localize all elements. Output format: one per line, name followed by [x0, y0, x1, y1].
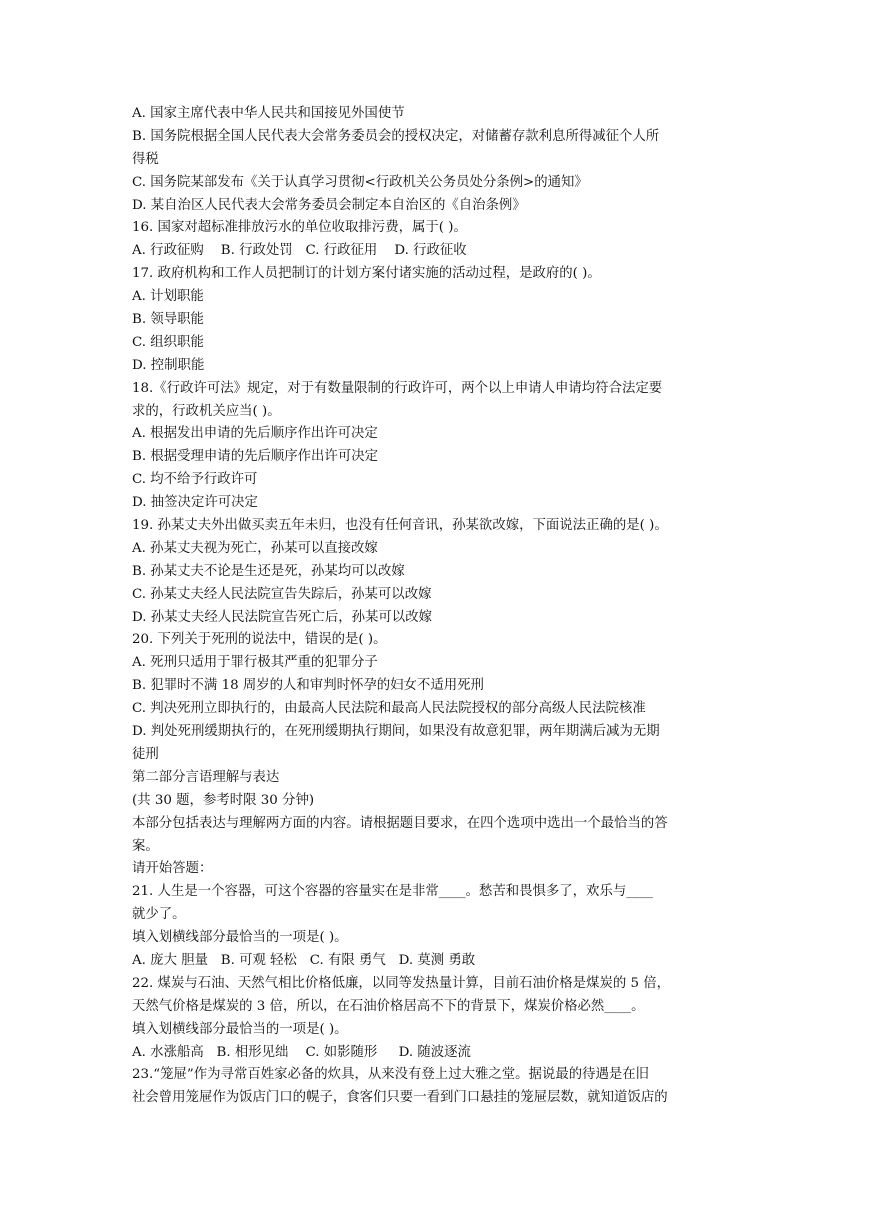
- text-line: A. 孙某丈夫视为死亡，孙某可以直接改嫁: [132, 540, 378, 556]
- text-line: 22. 煤炭与石油、天然气相比价格低廉，以同等发热量计算，目前石油价格是煤炭的 5 倍，: [132, 975, 671, 991]
- text-line: C. 孙某丈夫经人民法院宣告失踪后，孙某可以改嫁: [132, 586, 432, 602]
- text-line: 求的，行政机关应当( )。: [132, 403, 281, 419]
- text-line: 天然气价格是煤炭的 3 倍，所以，在石油价格居高不下的背景下，煤炭价格必然____。: [132, 998, 645, 1014]
- text-line: C. 均不给予行政许可: [132, 472, 258, 488]
- text-line: D. 孙某丈夫经人民法院宣告死亡后，孙某可以改嫁: [132, 609, 432, 625]
- text-line: 请开始答题：: [132, 861, 213, 877]
- text-line: B. 孙某丈夫不论是生还是死，孙某均可以改嫁: [132, 563, 405, 579]
- text-line: 16. 国家对超标准排放污水的单位收取排污费，属于( )。: [132, 220, 467, 236]
- text-line: D. 判处死刑缓期执行的，在死刑缓期执行期间，如果没有故意犯罪，两年期满后减为无期: [132, 724, 660, 740]
- text-line: B. 国务院根据全国人民代表大会常务委员会的授权决定，对储蓄存款利息所得减征个人所: [132, 128, 660, 144]
- text-line: 19. 孙某丈夫外出做买卖五年未归，也没有任何音讯，孙某欲改嫁，下面说法正确的是( )。: [132, 518, 668, 534]
- text-line: 第二部分言语理解与表达: [132, 769, 280, 785]
- text-line: 徒刑: [132, 746, 159, 762]
- text-line: C. 判决死刑立即执行的，由最高人民法院和最高人民法院授权的部分高级人民法院核准: [132, 701, 646, 717]
- text-line: A. 国家主席代表中华人民共和国接见外国使节: [132, 106, 405, 121]
- text-line: A. 根据发出申请的先后顺序作出许可决定: [132, 426, 378, 442]
- text-line: 填入划横线部分最恰当的一项是( )。: [132, 1021, 348, 1037]
- text-line: (共 30 题，参考时限 30 分钟): [132, 792, 315, 808]
- text-line: D. 抽签决定许可决定: [132, 495, 258, 511]
- text-line: B. 犯罪时不满 18 周岁的人和审判时怀孕的妇女不适用死刑: [132, 678, 484, 694]
- text-line: D. 某自治区人民代表大会常务委员会制定本自治区的《自治条例》: [132, 197, 526, 213]
- text-line: 就少了。: [132, 907, 186, 923]
- text-line: 得税: [132, 151, 159, 167]
- text-line: 本部分包括表达与理解两方面的内容。请根据题目要求，在四个选项中选出一个最恰当的答: [132, 815, 668, 831]
- text-line: B. 领导职能: [132, 312, 204, 328]
- text-line: 案。: [132, 838, 159, 854]
- text-line: 17. 政府机构和工作人员把制订的计划方案付诸实施的活动过程，是政府的( )。: [132, 266, 601, 282]
- text-line: 23.“笼屉”作为寻常百姓家必备的炊具，从来没有登上过大雅之堂。据说最的待遇是在旧: [132, 1067, 650, 1083]
- text-line: C. 国务院某部发布《关于认真学习贯彻<行政机关公务员处分条例>的通知》: [132, 174, 588, 190]
- text-line: A. 计划职能: [132, 289, 204, 305]
- text-line: A. 死刑只适用于罪行极其严重的犯罪分子: [132, 655, 378, 671]
- text-line: 20. 下列关于死刑的说法中，错误的是( )。: [132, 632, 387, 648]
- text-line: C. 组织职能: [132, 334, 204, 350]
- text-line: 21. 人生是一个容器，可这个容器的容量实在是非常____。愁苦和畏惧多了，欢乐与____: [132, 884, 654, 900]
- text-line: A. 行政征购 B. 行政处罚 C. 行政征用 D. 行政征收: [132, 243, 467, 259]
- document-page: [132, 103, 740, 1110]
- text-line: 18.《行政许可法》规定，对于有数量限制的行政许可，两个以上申请人申请均符合法定要: [132, 380, 663, 396]
- text-line: 社会曾用笼屉作为饭店门口的幌子，食客们只要一看到门口悬挂的笼屉层数，就知道饭店的: [132, 1090, 668, 1106]
- text-line: A. 庞大 胆量 B. 可观 轻松 C. 有限 勇气 D. 莫测 勇敢: [132, 952, 476, 968]
- text-line: B. 根据受理申请的先后顺序作出许可决定: [132, 449, 378, 465]
- text-line: 填入划横线部分最恰当的一项是( )。: [132, 930, 348, 946]
- text-line: A. 水涨船高 B. 相形见绌 C. 如影随形 D. 随波逐流: [132, 1044, 471, 1060]
- text-line: D. 控制职能: [132, 357, 205, 373]
